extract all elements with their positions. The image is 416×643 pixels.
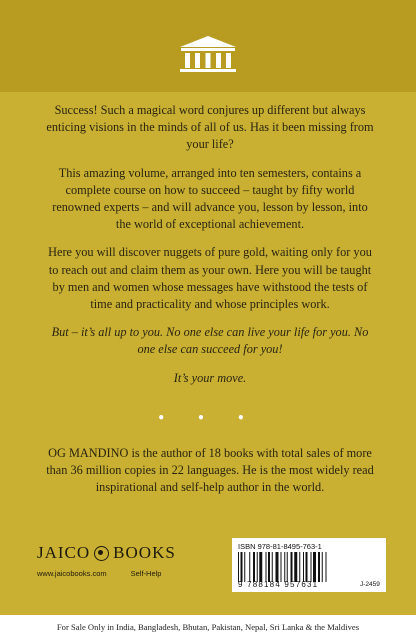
barcode-bar (303, 552, 304, 582)
barcode-bar (291, 552, 293, 582)
barcode-bar (268, 552, 270, 582)
barcode-digits: 9 788184 957631 (238, 580, 319, 589)
barcode-bar (259, 552, 262, 582)
barcode-bar (326, 552, 327, 582)
barcode-bar (241, 552, 243, 582)
italic-quote: But – it’s all up to you. No one else can live your life for you. No one else can succeed for you! (51, 325, 369, 357)
publisher-name-left: JAICO (37, 543, 91, 562)
publisher-block (37, 543, 187, 578)
publisher-name-right: BOOKS (113, 543, 176, 562)
barcode-bar (287, 552, 288, 582)
sale-territory-note: For Sale Only in India, Bangladesh, Bhutan, Pakistan, Nepal, Sri Lanka & the Maldives (56, 622, 360, 632)
barcode-bar (299, 552, 300, 582)
isbn-label: ISBN 978-81-8495-763-1 (238, 542, 322, 551)
italic-closing: It’s your move. (173, 370, 247, 385)
blurb (45, 102, 375, 398)
barcode-bar (311, 552, 312, 582)
barcode-bars (238, 552, 354, 582)
barcode-bar (272, 552, 273, 582)
barcode-bar (284, 552, 285, 582)
book-category: Self-Help (130, 569, 162, 578)
top-banner (0, 0, 416, 92)
barcode-bar (281, 552, 282, 582)
publisher-logo (37, 543, 187, 563)
barcode-bar (249, 552, 250, 582)
product-code: J-2459 (360, 581, 380, 588)
blurb-paragraph: This amazing volume, arranged into ten semesters, contains a complete course on how to succeed – taught by fifty world renowned experts – and will advance you, lesson by lesson, into the world of exceptional achievement. (52, 165, 368, 232)
barcode-bar (266, 552, 267, 582)
blurb-paragraph: Here you will discover nuggets of pure gold, waiting only for you to reach out and claim them as your own. Here you will be taught by men and women whose messages have withstood the tests of time and practicality and whose principles work. (48, 245, 372, 312)
separator-dots: • • • (157, 411, 259, 425)
barcode-bar (257, 552, 258, 582)
barcode-bar (294, 552, 297, 582)
barcode-bar (322, 552, 323, 582)
barcode-bar (244, 552, 245, 582)
barcode-panel (232, 538, 386, 592)
barcode-bar (306, 552, 308, 582)
blurb-paragraph: Success! Such a magical word conjures up different but always enticing visions in the minds of all of us. Has it been missing from your life? (46, 103, 374, 152)
publisher-subline (37, 569, 187, 578)
barcode-bar (238, 552, 239, 582)
author-bio: OG MANDINO is the author of 18 books with total sales of more than 36 million copies in 22 languages. He is the most widely read inspirational and self-help author in the world. (46, 446, 374, 495)
jaico-seal-icon (94, 546, 109, 561)
barcode-bar (318, 552, 320, 582)
publisher-website[interactable]: www.jaicobooks.com (37, 569, 107, 578)
barcode-bar (276, 552, 279, 582)
temple-icon (176, 35, 240, 75)
barcode-bar (313, 552, 316, 582)
barcode-bar (253, 552, 255, 582)
